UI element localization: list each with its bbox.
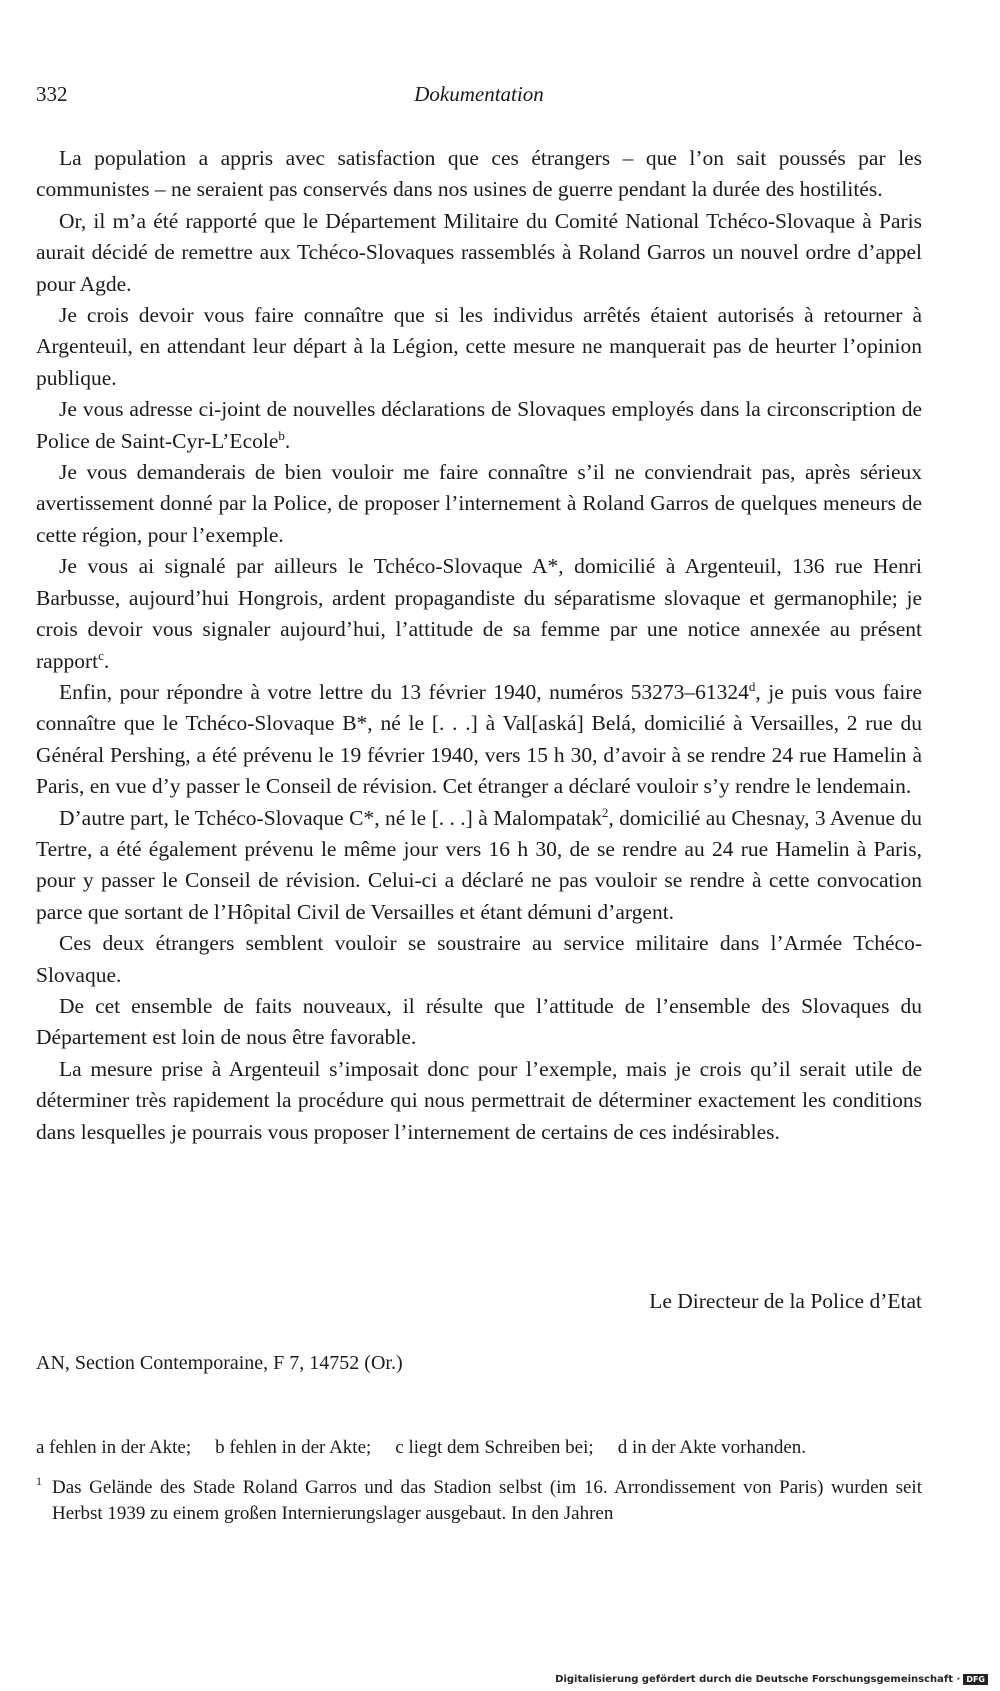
paragraph — [36, 677, 922, 803]
paragraph-end: . — [284, 428, 291, 453]
paragraph-text: Je vous ai signalé par ailleurs le Tchéco-Slovaque A*, domicilié à Argenteuil, 136 rue Henri Barbusse, aujourd’hui Hongrois, ardent propagandiste du séparatisme slovaque et germanophile; je crois devoir vous signaler aujourd’hui, l’attitude de sa femme par une notice annexée au présent rapport — [36, 554, 922, 673]
paragraph-text: Je vous adresse ci-joint de nouvelles déclarations de Slovaques employés dans la circonscription de Police de Saint-Cyr-L’Ecole — [36, 397, 922, 453]
paragraph: La mesure prise à Argenteuil s’imposait donc pour l’exemple, mais je crois qu’il serait utile de déterminer très rapidement la procédure qui nous permettrait de déterminer exactement les conditions dans lesquelles je pourrais vous proposer l’internement de certains de ces indésirables. — [36, 1056, 922, 1144]
letter-note: d in der Akte vorhanden. — [617, 1437, 807, 1458]
paragraph: Or, il m’a été rapporté que le Département Militaire du Comité National Tchéco-Slovaque à Paris aurait décidé de remettre aux Tchéco-Slovaques rassemblés à Roland Garros un nouvel ordre d’appel pour Agde. — [36, 208, 922, 296]
footnote-text: Das Gelände des Stade Roland Garros und das Stadion selbst (im 16. Arrondissement von Paris) wurden seit Herbst 1939 zu einem großen Internierungslager ausgebaut. In den Jahren — [52, 1477, 922, 1524]
paragraph: Je crois devoir vous faire connaître que si les individus arrêtés étaient autorisés à retourner à Argenteuil, en attendant leur départ à la Légion, cette mesure ne manquerait pas de heurter l’opinion publique. — [36, 303, 922, 390]
note-mark: b — [278, 427, 285, 443]
letter-note: a fehlen in der Akte; — [36, 1437, 192, 1458]
letter-note: b fehlen in der Akte; — [215, 1437, 372, 1458]
paragraph — [36, 551, 922, 677]
note-mark: c — [98, 647, 104, 663]
paragraph — [36, 394, 922, 457]
archive-source: AN, Section Contemporaine, F 7, 14752 (Or.) — [36, 1352, 403, 1374]
running-title: Dokumentation — [414, 82, 544, 106]
paragraph: Je vous demanderais de bien vouloir me faire connaître s’il ne conviendrait pas, après sérieux avertissement donné par la Police, de proposer l’internement à Roland Garros de quelques meneurs de cette région, pour l’exemple. — [36, 460, 922, 547]
digitization-text: Digitalisierung gefördert durch die Deutsche Forschungsgemeinschaft · — [555, 1674, 961, 1685]
notes-section — [36, 1435, 922, 1527]
paragraph-text: Enfin, pour répondre à votre lettre du 13 février 1940, numéros 53273–61324 — [59, 679, 749, 704]
paragraph: Ces deux étrangers semblent vouloir se soustraire au service militaire dans l’Armée Tchéco-Slovaque. — [36, 931, 922, 987]
page-header — [36, 82, 922, 112]
note-mark: d — [748, 678, 756, 694]
paragraph — [36, 803, 922, 929]
paragraph-text: D’autre part, le Tchéco-Slovaque C*, né le [. . .] à Malompatak — [59, 805, 602, 830]
paragraph: De cet ensemble de faits nouveaux, il résulte que l’attitude de l’ensemble des Slovaques du Département est loin de nous être favorable. — [36, 993, 922, 1050]
dfg-logo: DFG — [963, 1674, 988, 1685]
footnote-mark: 2 — [601, 804, 609, 820]
letter-body — [36, 143, 922, 1148]
paragraph-text: , je puis vous faire connaître que le Tchéco-Slovaque B*, né le [. . .] à Val[aská] Belá, domicilié à Versailles, 2 rue du Général Pershing, a été prévenu le 19 février 1940, vers 15 h 30, d’avoir à se rendre 24 rue Hamelin à Paris, en vue d’y passer le Conseil de révision. Cet étranger a déclaré vouloir s’y rendre le lendemain. — [36, 679, 922, 799]
document-page — [36, 0, 922, 1691]
paragraph-end: . — [103, 648, 110, 673]
footnote: 1 Das Gelände des Stade Roland Garros und das Stadion selbst (im 16. Arrondissement von Paris) wurden seit Herbst 1939 zu einem großen Internierungslager ausgebaut. In den Jahren — [36, 1474, 922, 1524]
paragraph-text: , domicilié au Chesnay, 3 Avenue du Tertre, a été également prévenu le même jour vers 16 h 30, de se rendre au 24 rue Hamelin à Paris, pour y passer le Conseil de révision. Celui-ci a déclaré ne pas vouloir se rendre à cette convocation parce que sortant de l’Hôpital Civil de Versailles et étant démuni d’argent. — [36, 805, 922, 924]
paragraph: La population a appris avec satisfaction que ces étrangers – que l’on sait poussés par les communistes – ne seraient pas conservés dans nos usines de guerre pendant la durée des hostilités. — [36, 146, 922, 202]
signature: Le Directeur de la Police d’Etat — [649, 1289, 922, 1313]
digitization-note — [555, 1674, 988, 1685]
letter-notes — [36, 1435, 922, 1461]
letter-note: c liegt dem Schreiben bei; — [395, 1437, 594, 1458]
page-number: 332 — [36, 82, 68, 106]
